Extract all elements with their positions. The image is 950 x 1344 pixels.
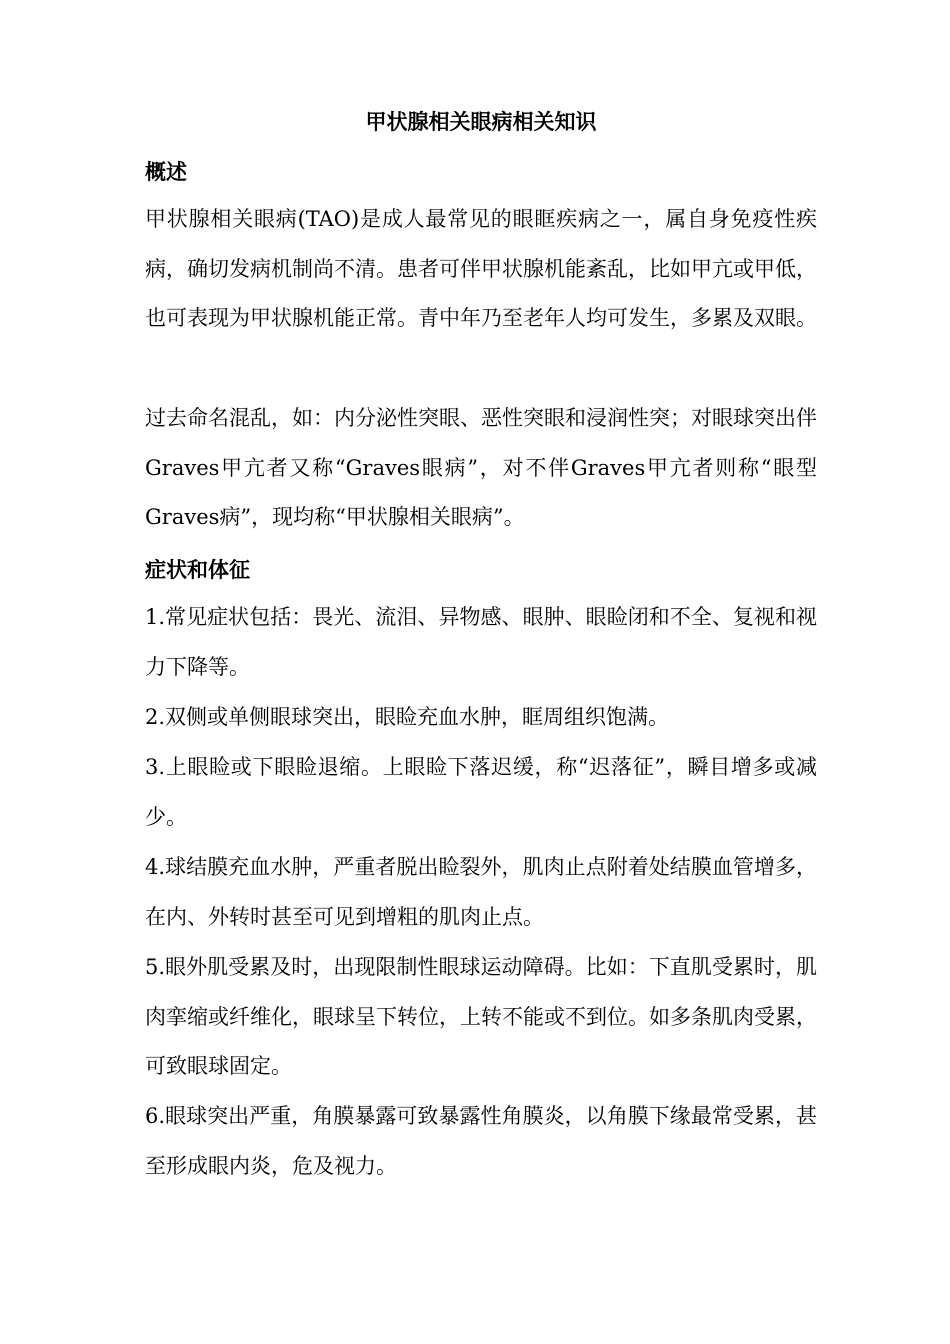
symptom-item-6: 6.眼球突出严重，角膜暴露可致暴露性角膜炎，以角膜下缘最常受累，甚至形成眼内炎，危及视力。: [145, 1104, 817, 1178]
paragraph-overview-naming: 过去命名混乱，如：内分泌性突眼、恶性突眼和浸润性突；对眼球突出伴Graves甲亢者又称“Graves眼病”，对不伴Graves甲亢者则称“眼型Graves病”，现均称“甲状腺相关眼病”。: [145, 406, 817, 529]
document-title: 甲状腺相关眼病相关知识: [365, 110, 597, 134]
section-heading-overview: 概述: [145, 160, 187, 184]
symptom-item-1: 1.常见症状包括：畏光、流泪、异物感、眼肿、眼睑闭和不全、复视和视力下降等。: [145, 605, 817, 679]
symptom-item-5: 5.眼外肌受累及时，出现限制性眼球运动障碍。比如：下直肌受累时，肌肉挛缩或纤维化，眼球呈下转位，上转不能或不到位。如多条肌肉受累，可致眼球固定。: [145, 955, 817, 1078]
symptom-item-4: 4.球结膜充血水肿，严重者脱出睑裂外，肌肉止点附着处结膜血管增多，在内、外转时甚至可见到增粗的肌肉止点。: [145, 855, 817, 929]
paragraph-overview-definition: 甲状腺相关眼病(TAO)是成人最常见的眼眶疾病之一，属自身免疫性疾病，确切发病机制尚不清。患者可伴甲状腺机能紊乱，比如甲亢或甲低，也可表现为甲状腺机能正常。青中年乃至老年人均可发生，多累及双眼。: [145, 207, 817, 330]
symptom-item-3: 3.上眼睑或下眼睑退缩。上眼睑下落迟缓，称“迟落征”，瞬目增多或减少。: [145, 755, 817, 829]
symptom-item-2: 2.双侧或单侧眼球突出，眼睑充血水肿，眶周组织饱满。: [145, 705, 670, 729]
section-heading-symptoms: 症状和体征: [145, 558, 250, 582]
